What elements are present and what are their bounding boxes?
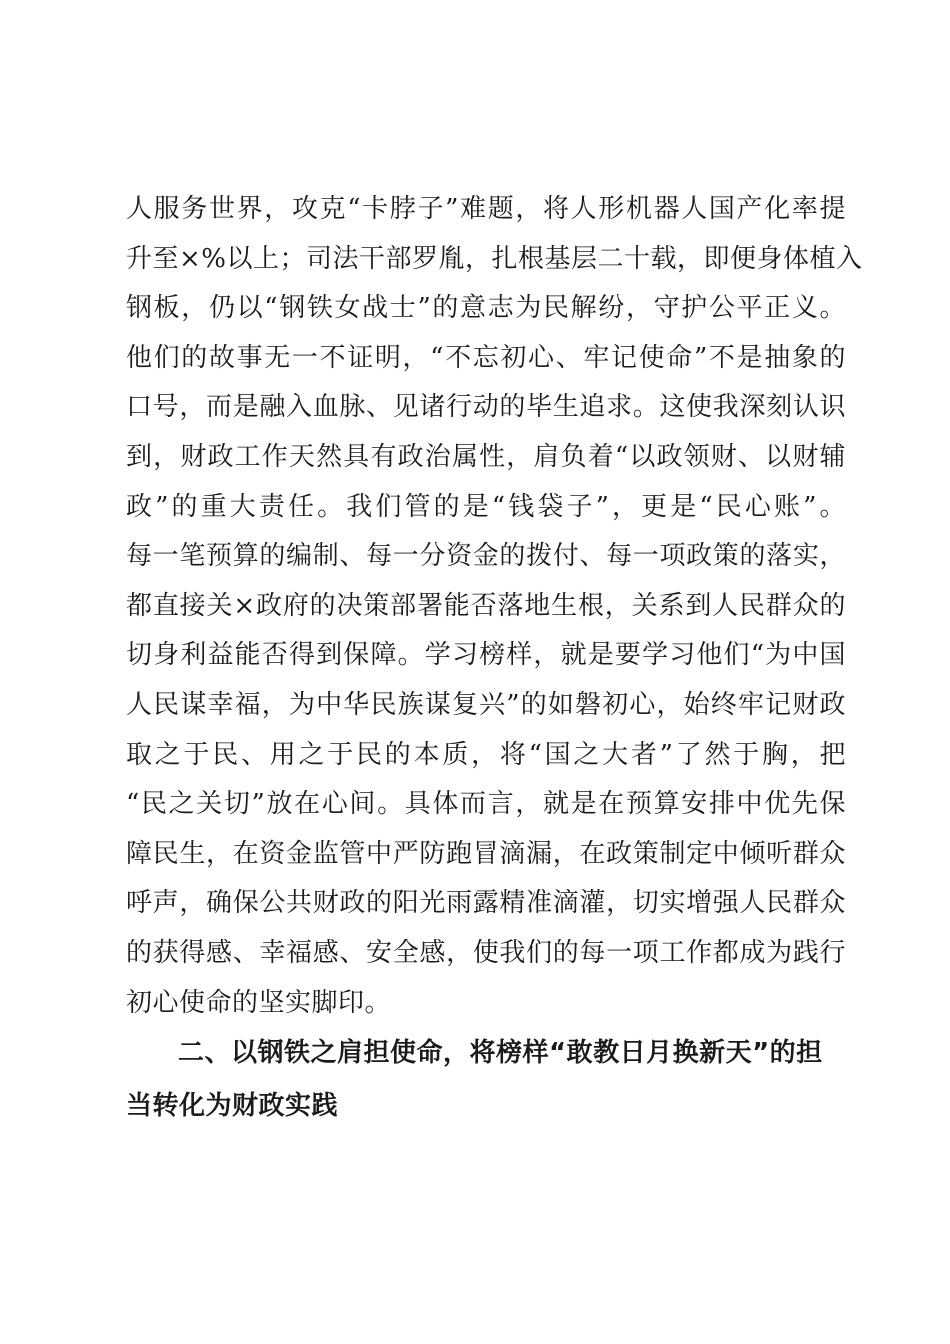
paragraph-line: 升至×%以上；司法干部罗胤，扎根基层二十载，即便身体植入 (126, 243, 863, 274)
paragraph-line: 他们的故事无一不证明，“不忘初心、牢记使命”不是抽象的 (126, 342, 846, 373)
paragraph-line: 初心使命的坚实脚印。 (126, 987, 392, 1018)
paragraph-line: 都直接关×政府的决策部署能否落地生根，关系到人民群众的 (126, 590, 846, 621)
paragraph-line: 障民生，在资金监管中严防跑冒滴漏，在政策制定中倾听群众 (126, 838, 846, 869)
paragraph-line: 政”的重大责任。我们管的是“钱袋子”，更是“民心账”。 (126, 491, 846, 522)
paragraph-line: 钢板，仍以“钢铁女战士”的意志为民解纷，守护公平正义。 (126, 293, 846, 324)
heading-line: 当转化为财政实践 (126, 1091, 339, 1121)
paragraph-line: 人服务世界，攻克“卡脖子”难题，将人形机器人国产化率提 (126, 194, 846, 224)
paragraph-line: “民之关切”放在心间。具体而言，就是在预算安排中优先保 (126, 789, 846, 820)
paragraph-line: 人民谋幸福，为中华民族谋复兴”的如磐初心，始终牢记财政 (126, 689, 846, 720)
paragraph-line: 的获得感、幸福感、安全感，使我们的每一项工作都成为践行 (126, 937, 846, 968)
paragraph-line: 切身利益能否得到保障。学习榜样，就是要学习他们“为中国 (126, 640, 846, 671)
heading-line: 二、以钢铁之肩担使命，将榜样“敢教日月换新天”的担 (178, 1038, 823, 1068)
paragraph-line: 取之于民、用之于民的本质，将“国之大者”了然于胸，把 (126, 739, 846, 770)
paragraph-line: 呼声，确保公共财政的阳光雨露精准滴灌，切实增强人民群众 (126, 888, 846, 919)
paragraph-line: 到，财政工作天然具有政治属性，肩负着“以政领财、以财辅 (126, 441, 846, 472)
body-paragraph (126, 185, 863, 1028)
paragraph-line: 每一笔预算的编制、每一分资金的拨付、每一项政策的落实， (126, 541, 846, 572)
paragraph-line: 口号，而是融入血脉、见诸行动的毕生追求。这使我深刻认识 (126, 392, 846, 423)
section-heading (126, 1027, 846, 1133)
